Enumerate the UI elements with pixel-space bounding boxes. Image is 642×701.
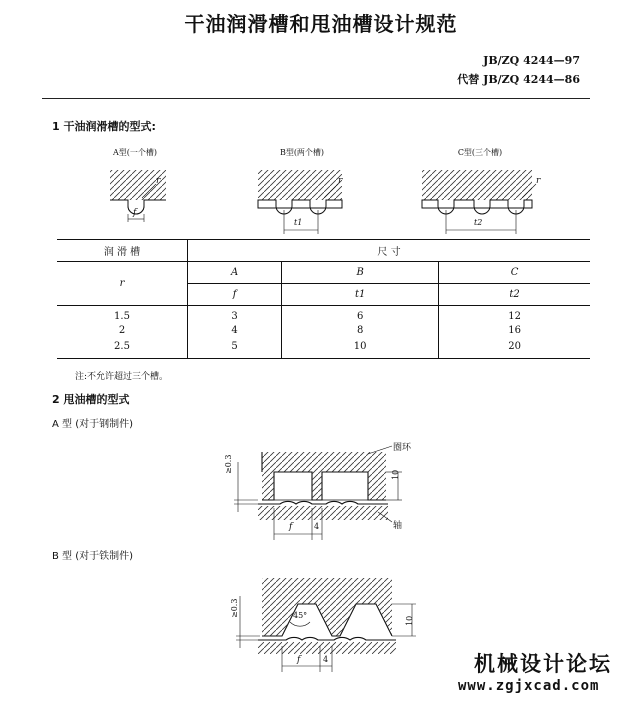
diagram-c-t-label: t2 xyxy=(474,218,483,227)
angle-label-b: 45° xyxy=(293,611,308,620)
section1-heading: 1 干油润滑槽的型式: xyxy=(52,120,156,133)
table-header-groove: 润 滑 槽 xyxy=(57,240,188,262)
table-header-size: 尺 寸 xyxy=(377,247,401,258)
standard-replaces: 代替 JB/ZQ 4244—86 xyxy=(457,73,580,86)
diagram-c-r-label: r xyxy=(536,176,541,186)
diagram-a-r-label: r xyxy=(156,176,161,186)
diagram-b-r-label: r xyxy=(338,176,343,186)
table-type-c: C xyxy=(439,262,590,284)
diagram-a-caption: A型(一个槽) xyxy=(112,148,158,157)
diagram-a-f-label: f xyxy=(133,208,137,218)
table-row-t1: 8 xyxy=(282,323,439,339)
table-dim-f: f xyxy=(188,284,282,306)
watermark-url: www.zgjxcad.com xyxy=(458,678,600,694)
table-row-t1: 10 xyxy=(282,339,439,359)
table-note: 注:不允许超过三个槽。 xyxy=(75,372,169,382)
ring-label: 圈环 xyxy=(393,443,412,453)
shaft-label: 轴 xyxy=(393,521,403,531)
page-title: 干油润滑槽和甩油槽设计规范 xyxy=(184,12,458,36)
table-dim-t2: t2 xyxy=(439,284,590,306)
table-row-t2: 12 xyxy=(508,310,521,322)
gap-label-b: ≥0.3 xyxy=(230,598,239,618)
height-label-a: 10 xyxy=(391,469,400,480)
section2-type-b-caption: B 型 (对于铁制件) xyxy=(52,551,134,562)
table-type-a: A xyxy=(188,262,282,284)
table-row-t2: 20 xyxy=(508,340,521,352)
table-r-label: r xyxy=(57,262,188,306)
table-row-r: 2.5 xyxy=(57,339,188,359)
diagram-c-caption: C型(三个槽) xyxy=(457,148,503,157)
table-dim-t1: t1 xyxy=(282,284,439,306)
diagram-b-caption: B型(两个槽) xyxy=(279,148,325,157)
table-row-f: 3 xyxy=(188,306,282,323)
table-row-t2: 16 xyxy=(508,325,521,336)
watermark-name: 机械设计论坛 xyxy=(474,652,612,676)
gap-label-a: ≥0.3 xyxy=(224,454,233,474)
f-label-b: f xyxy=(297,655,301,665)
f-label-a: f xyxy=(289,522,293,532)
table-row-t1: 6 xyxy=(282,306,439,323)
table-row-r: 1.5 xyxy=(57,306,188,323)
section2-heading: 2 甩油槽的型式 xyxy=(52,393,130,406)
table-row-f: 4 xyxy=(188,323,282,339)
table-row-f: 5 xyxy=(188,339,282,359)
standard-code: JB/ZQ 4244—97 xyxy=(483,54,580,67)
height-label-b: 10 xyxy=(405,615,414,626)
diagram-b-t-label: t1 xyxy=(294,218,303,227)
section2-type-a-caption: A 型 (对于钢制件) xyxy=(52,419,134,430)
four-label-a: 4 xyxy=(314,522,320,531)
table-row-r: 2 xyxy=(57,323,188,339)
table-type-b: B xyxy=(282,262,439,284)
four-label-b: 4 xyxy=(323,655,329,664)
